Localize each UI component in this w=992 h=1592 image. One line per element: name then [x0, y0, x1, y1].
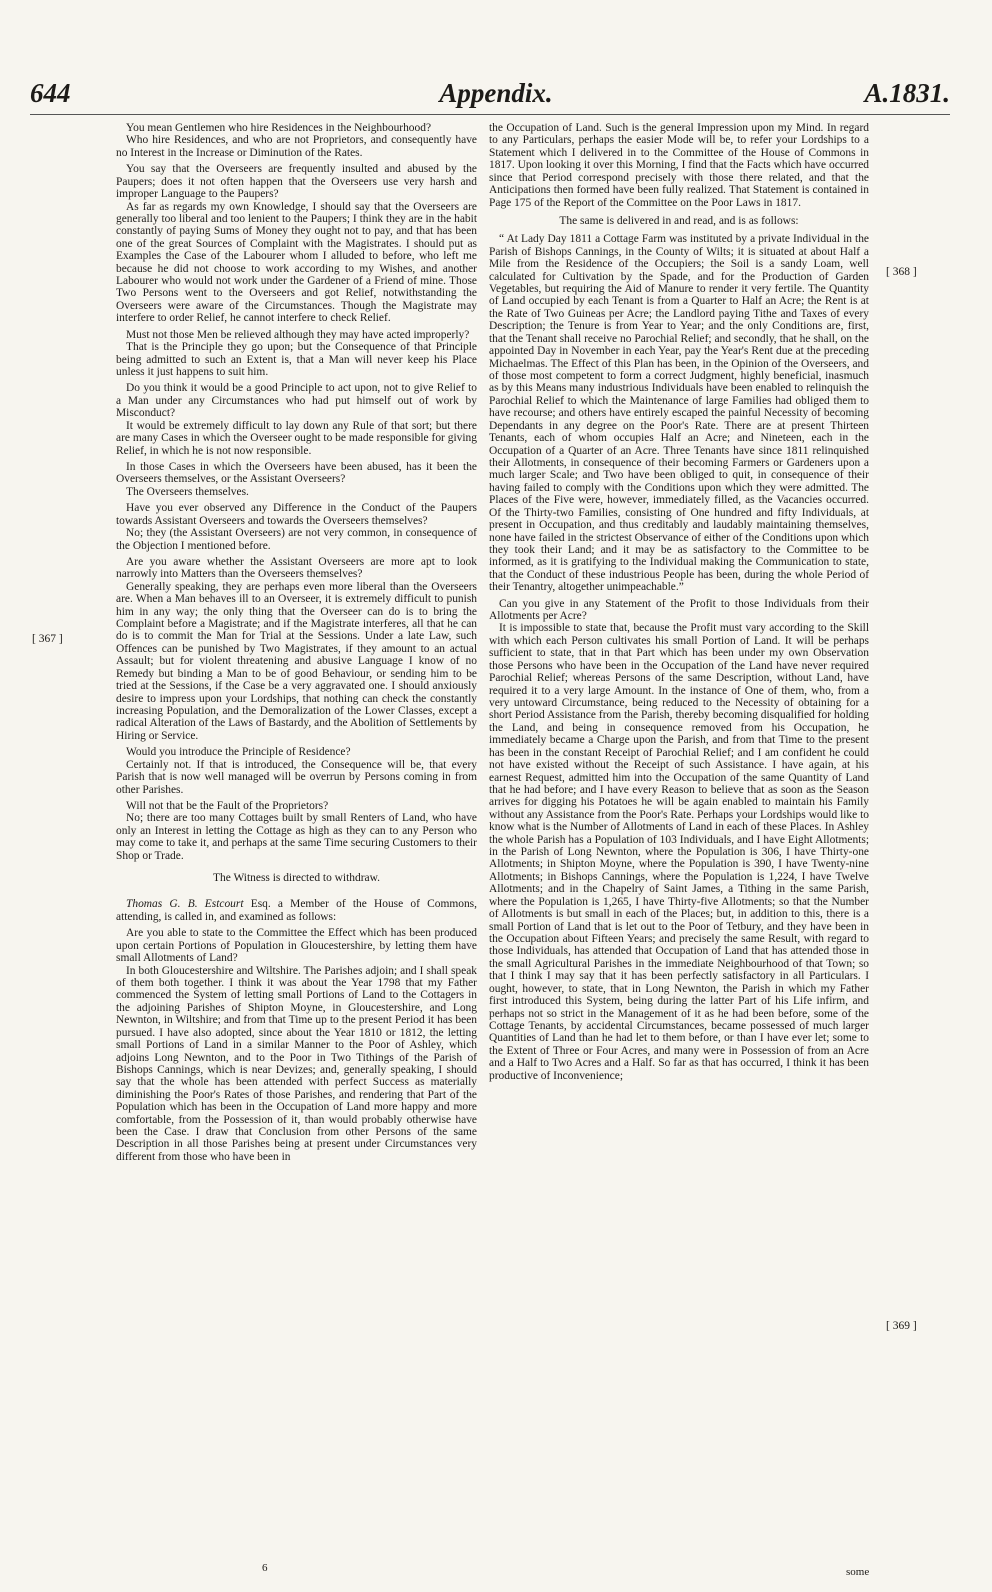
signature-mark: 6 [262, 1562, 268, 1574]
running-header [0, 78, 992, 118]
paragraph: It is impossible to state that, because the Profit must vary according to the Skill with which each Person cultivates his small Portion of Land. It will be perhaps sufficient to state, that in that Part which has been under my own Observation those Persons who have been in the Occupation of the Land have never required Parochial Relief; whereas Persons of the same Description, without Land, have required it to a very large Amount. In the instance of One of them, who, from a very untoward Circumstance, being reduced to the Necessity of obtaining for a short Period Assistance from the Parish, thereby becoming disqualified for holding the Land, and being in consequence removed from his Occupation, he immediately became a Charge upon the Parish, and from that Time to the present has been in the constant Receipt of Parochial Relief; and I am confident he could not have existed without the Receipt of such Assistance. I have again, at his earnest Request, admitted him into the Occupation of the same Quantity of Land that he had before; and I have every Reason to believe that as soon as the Season arrives for digging his Potatoes he will be again enabled to maintain his Family without any Assistance from the Poor's Rate. Perhaps your Lordships would like to know what is the Number of Allotments of Land in each of these Places. In Ashley the whole Parish has a Population of 103 Individuals, and I have Eight Allotments; in the Parish of Long Newnton, where the Population is 306, I have Thirty-one Allotments; in Shipton Moyne, where the Population is 390, I have Twenty-nine Allotments; in Bishops Cannings, where the Population is 1,224, I have Twelve Allotments; and in the Chapelry of Saint James, a Tithing in the same Parish, where the Population is 1,265, I have Thirty-five Allotments; so that the Number of Allotments is but small in each of the Places; but, in addition to this, there is a small Portion of Land that is let out to the Poor of Tetbury, and they have been in the Occupation about Fifteen Years; and precisely the same Result, with regard to those Individuals, has attended that Occupation of Land that has attended those in the small Agricultural Parishes in the immediate Neighbourhood of that Town; so that I think I may say that it has been perfectly satisfactory in all Particulars. I ought, however, to state, that in Long Newnton, the Parish in which my Father first introduced this System, being during the latter Part of his Life infirm, and perhaps not so strict in the Management of it as he had been before, some of the Cottage Tenants, by accidental Circumstances, became possessed of much larger Quantities of Land than he had let to them before, or than I have ever let; some to the Extent of Three or Four Acres, and many were in Possession of from an Acre and a Half to Two Acres and a Half. So far as that has occurred, I think it has been productive of Inconvenience; [489, 622, 869, 1082]
paragraph: As far as regards my own Knowledge, I should say that the Overseers are generally too liberal and too lenient to the Paupers; I think they are in the habit constantly of paying Sums of Money they ought not to pay, and that has been one of the great Sources of Complaint with the Magistrates. I should put as Examples the Case of the Labourer whom I alluded to before, who left me because he did not choose to work according to my Wishes, and another Labourer who would not work under the Gardener of a Friend of mine. Those Two Persons went to the Overseers and got Relief, notwithstanding the Overseers were aware of the Circumstances. Though the Magistrate may interfere to order Relief, he cannot interfere to check Relief. [116, 200, 477, 325]
paragraph: You say that the Overseers are frequently insulted and abused by the Paupers; does it not often happen that the Overseers use very harsh and improper Language to the Paupers? [116, 163, 477, 201]
paragraph: You mean Gentlemen who hire Residences in the Neighbourhood? [126, 122, 432, 134]
witness-withdraw-line: The Witness is directed to withdraw. [213, 872, 380, 885]
paragraph: Are you aware whether the Assistant Overseers are more apt to look narrowly into Matters than the Overseers themselves? [116, 555, 477, 581]
witness-intro-text: Esq. a Member of the House of Commons, attending, is called in, and examined as follows: [116, 898, 477, 923]
statement-heading: The same is delivered in and read, and is as follows: [559, 214, 799, 227]
witness-name: Thomas G. B. Estcourt [126, 898, 244, 911]
paragraph: In those Cases in which the Overseers have been abused, has it been the Overseers themselves, or the Assistant Overseers? [116, 460, 477, 486]
paragraph: No; there are too many Cottages built by small Renters of Land, who have only an Interest in letting the Cottage as high as they can to any Person who may come to take it, and perhaps at the same Time securing Customers to their Shop or Trade. [116, 812, 477, 862]
header-rule [30, 114, 950, 115]
paragraph: Can you give in any Statement of the Profit to those Individuals from their Allotments per Acre? [489, 597, 869, 623]
paragraph: Must not those Men be relieved although they may have acted improperly? [126, 328, 470, 341]
right-column [489, 122, 869, 1082]
paragraph: Generally speaking, they are perhaps even more liberal than the Overseers are. When a Man behaves ill to an Overseer, it is extremely difficult to punish him in any way; the only thing that the Overseer can do is to bring the Complaint before a Magistrate; and if the Magistrate interferes, all that he can do is to commit the Man for Trial at the Sessions. Under a late Law, such Offences can be punished by Two Magistrates, if they amount to an actual Assault; but for violent threatening and abusive Language I know of no Remedy but binding a Man to be of good Behaviour, or sending him to be tried at the Sessions, if the Case be a very aggravated one. I should anxiously desire to impress upon your Lordships, that nothing can check the constantly increasing Population, and the Demoralization of the Lower Classes, except a radical Alteration of the Laws of Bastardy, and the Abolition of Settlements by Hiring or Service. [116, 580, 477, 742]
page-number: 644 [30, 78, 71, 108]
paragraph: Do you think it would be a good Principle to act upon, not to give Relief to a Man under any Circumstances who had put himself out of work by Misconduct? [116, 382, 477, 420]
paragraph: No; they (the Assistant Overseers) are not very common, in consequence of the Objection I mentioned before. [116, 527, 477, 552]
paragraph: Who hire Residences, and who are not Proprietors, and consequently have no Interest in the Increase or Diminution of the Rates. [116, 134, 477, 159]
margin-ref-369: [ 369 ] [886, 1320, 917, 1332]
witness-intro [116, 898, 477, 923]
margin-ref-368: [ 368 ] [886, 266, 917, 278]
catchword: some [846, 1566, 870, 1578]
paragraph: Would you introduce the Principle of Residence? [126, 746, 351, 759]
paragraph: Certainly not. If that is introduced, the Consequence will be, that every Parish that is now well managed will be overrun by Persons coming in from other Parishes. [116, 758, 477, 796]
left-column [116, 122, 477, 1163]
paragraph: That is the Principle they go upon; but the Consequence of that Principle being admitted to such an Extent is, that a Man will never keep his Place unless it just happens to suit him. [116, 341, 477, 379]
paragraph: the Occupation of Land. Such is the general Impression upon my Mind. In regard to any Particulars, perhaps the easier Mode will be, to refer your Lordships to a Statement which I delivered in to the Committee of the House of Commons in 1817. Upon looking it over this Morning, I find that the Facts which have occurred since that Period correspond precisely with those there related, and that the Anticipations then formed have been fully realized. That Statement is contained in Page 175 of the Report of the Committee on the Poor Laws in 1817. [489, 122, 869, 209]
paragraph: It would be extremely difficult to lay down any Rule of that sort; but there are many Cases in which the Overseer ought to be made responsible for giving Relief, in which he is not now responsible. [116, 419, 477, 457]
paragraph: Have you ever observed any Difference in the Conduct of the Paupers towards Assistant Overseers and towards the Overseers themselves? [116, 502, 477, 527]
paragraph: In both Gloucestershire and Wiltshire. The Parishes adjoin; and I shall speak of them both together. I think it was about the Year 1798 that my Father commenced the System of letting small Portions of Land to the Cottagers in the adjoining Parishes of Shipton Moyne, in Gloucestershire, and Long Newnton, in Wiltshire; and from that Time up to the present Period it has been pursued. I have also adopted, since about the Year 1810 or 1812, the letting small Portions of Land in a similar Manner to the Poor of Ashley, which adjoins Long Newnton, and to the Poor in Two Tithings of the Parish of Bishops Cannings, which is near Devizes; and, generally speaking, I should say that the whole has been attended with perfect Success as materially diminishing the Poor's Rates of those Parishes, and rendering that Part of the Population which has been in the Occupation of Land more happy and more comfortable, from the Possession of it, than would probably otherwise have been the Case. I draw that Conclusion from other Persons of the same Description in all those Parishes being at present under Circumstances very different from those who have been in [116, 964, 477, 1163]
paragraph: The Overseers themselves. [126, 485, 249, 498]
margin-ref-367: [ 367 ] [32, 633, 63, 645]
page-title: Appendix. [439, 78, 553, 108]
quoted-statement: “ At Lady Day 1811 a Cottage Farm was instituted by a private Individual in the Parish of Bishops Cannings, in the County of Wilts; it is situated at about Half a Mile from the Residence of the Occupiers; the Soil is a sandy Loam, well calculated for Cultivation by the Spade, and for the Production of Garden Vegetables, but requiring the Aid of Manure to render it very fertile. The Quantity of Land occupied by each Tenant is from a Quarter to Half an Acre; the Rent is at the Rate of Two Guineas per Acre; the Landlord paying Tithe and Taxes of every Description; the Tenure is from Year to Year; and the only Conditions are, first, that the Tenant shall receive no Parochial Relief; and secondly, that he shall, on the appointed Day in November in each Year, pay the Year's Rent due at the preceding Michaelmas. The Effect of this Plan has been, in the Opinion of the Overseers, and of those most competent to form a correct Judgment, highly beneficial, inasmuch as by this Means many industrious Individuals have been enabled to relinquish the Parochial Relief to which the Maintenance of large Families had obliged them to have recourse; and others have entirely escaped the painful Necessity of becoming Dependants in any degree on the Poor's Rate. There are at present Thirteen Tenants, each of whom occupies Half an Acre; and Nineteen, each in the Occupation of a Quarter of an Acre. Three Tenants have since 1811 relinquished their Allotments, in consequence of their becoming Farmers or Gardeners upon a much larger Scale; and Two have been obliged to quit, in consequence of their having failed to comply with the Conditions upon which they were admitted. The Places of the Five were, however, immediately filled, as the Vacancies occurred. Of the Thirty-two Families, consisting of One hundred and fifty Individuals, at present in Occupation, and thus creditably and laudably maintaining themselves, none have failed in the strictest Observance of either of the Conditions upon which they took their Land; and it may be as satisfactory to the Committee to be informed, as it is gratifying to the Individual making the Communication to state, that the Conduct of these industrious People has been, during the whole Period of their Tenantry, altogether unimpeachable.” [489, 233, 869, 594]
paragraph: Will not that be the Fault of the Proprietors? [126, 799, 329, 812]
paragraph: Are you able to state to the Committee the Effect which has been produced upon certain Portions of Population in Gloucestershire, by letting them have small Allotments of Land? [116, 927, 477, 965]
year-mark: A.1831. [864, 78, 950, 108]
